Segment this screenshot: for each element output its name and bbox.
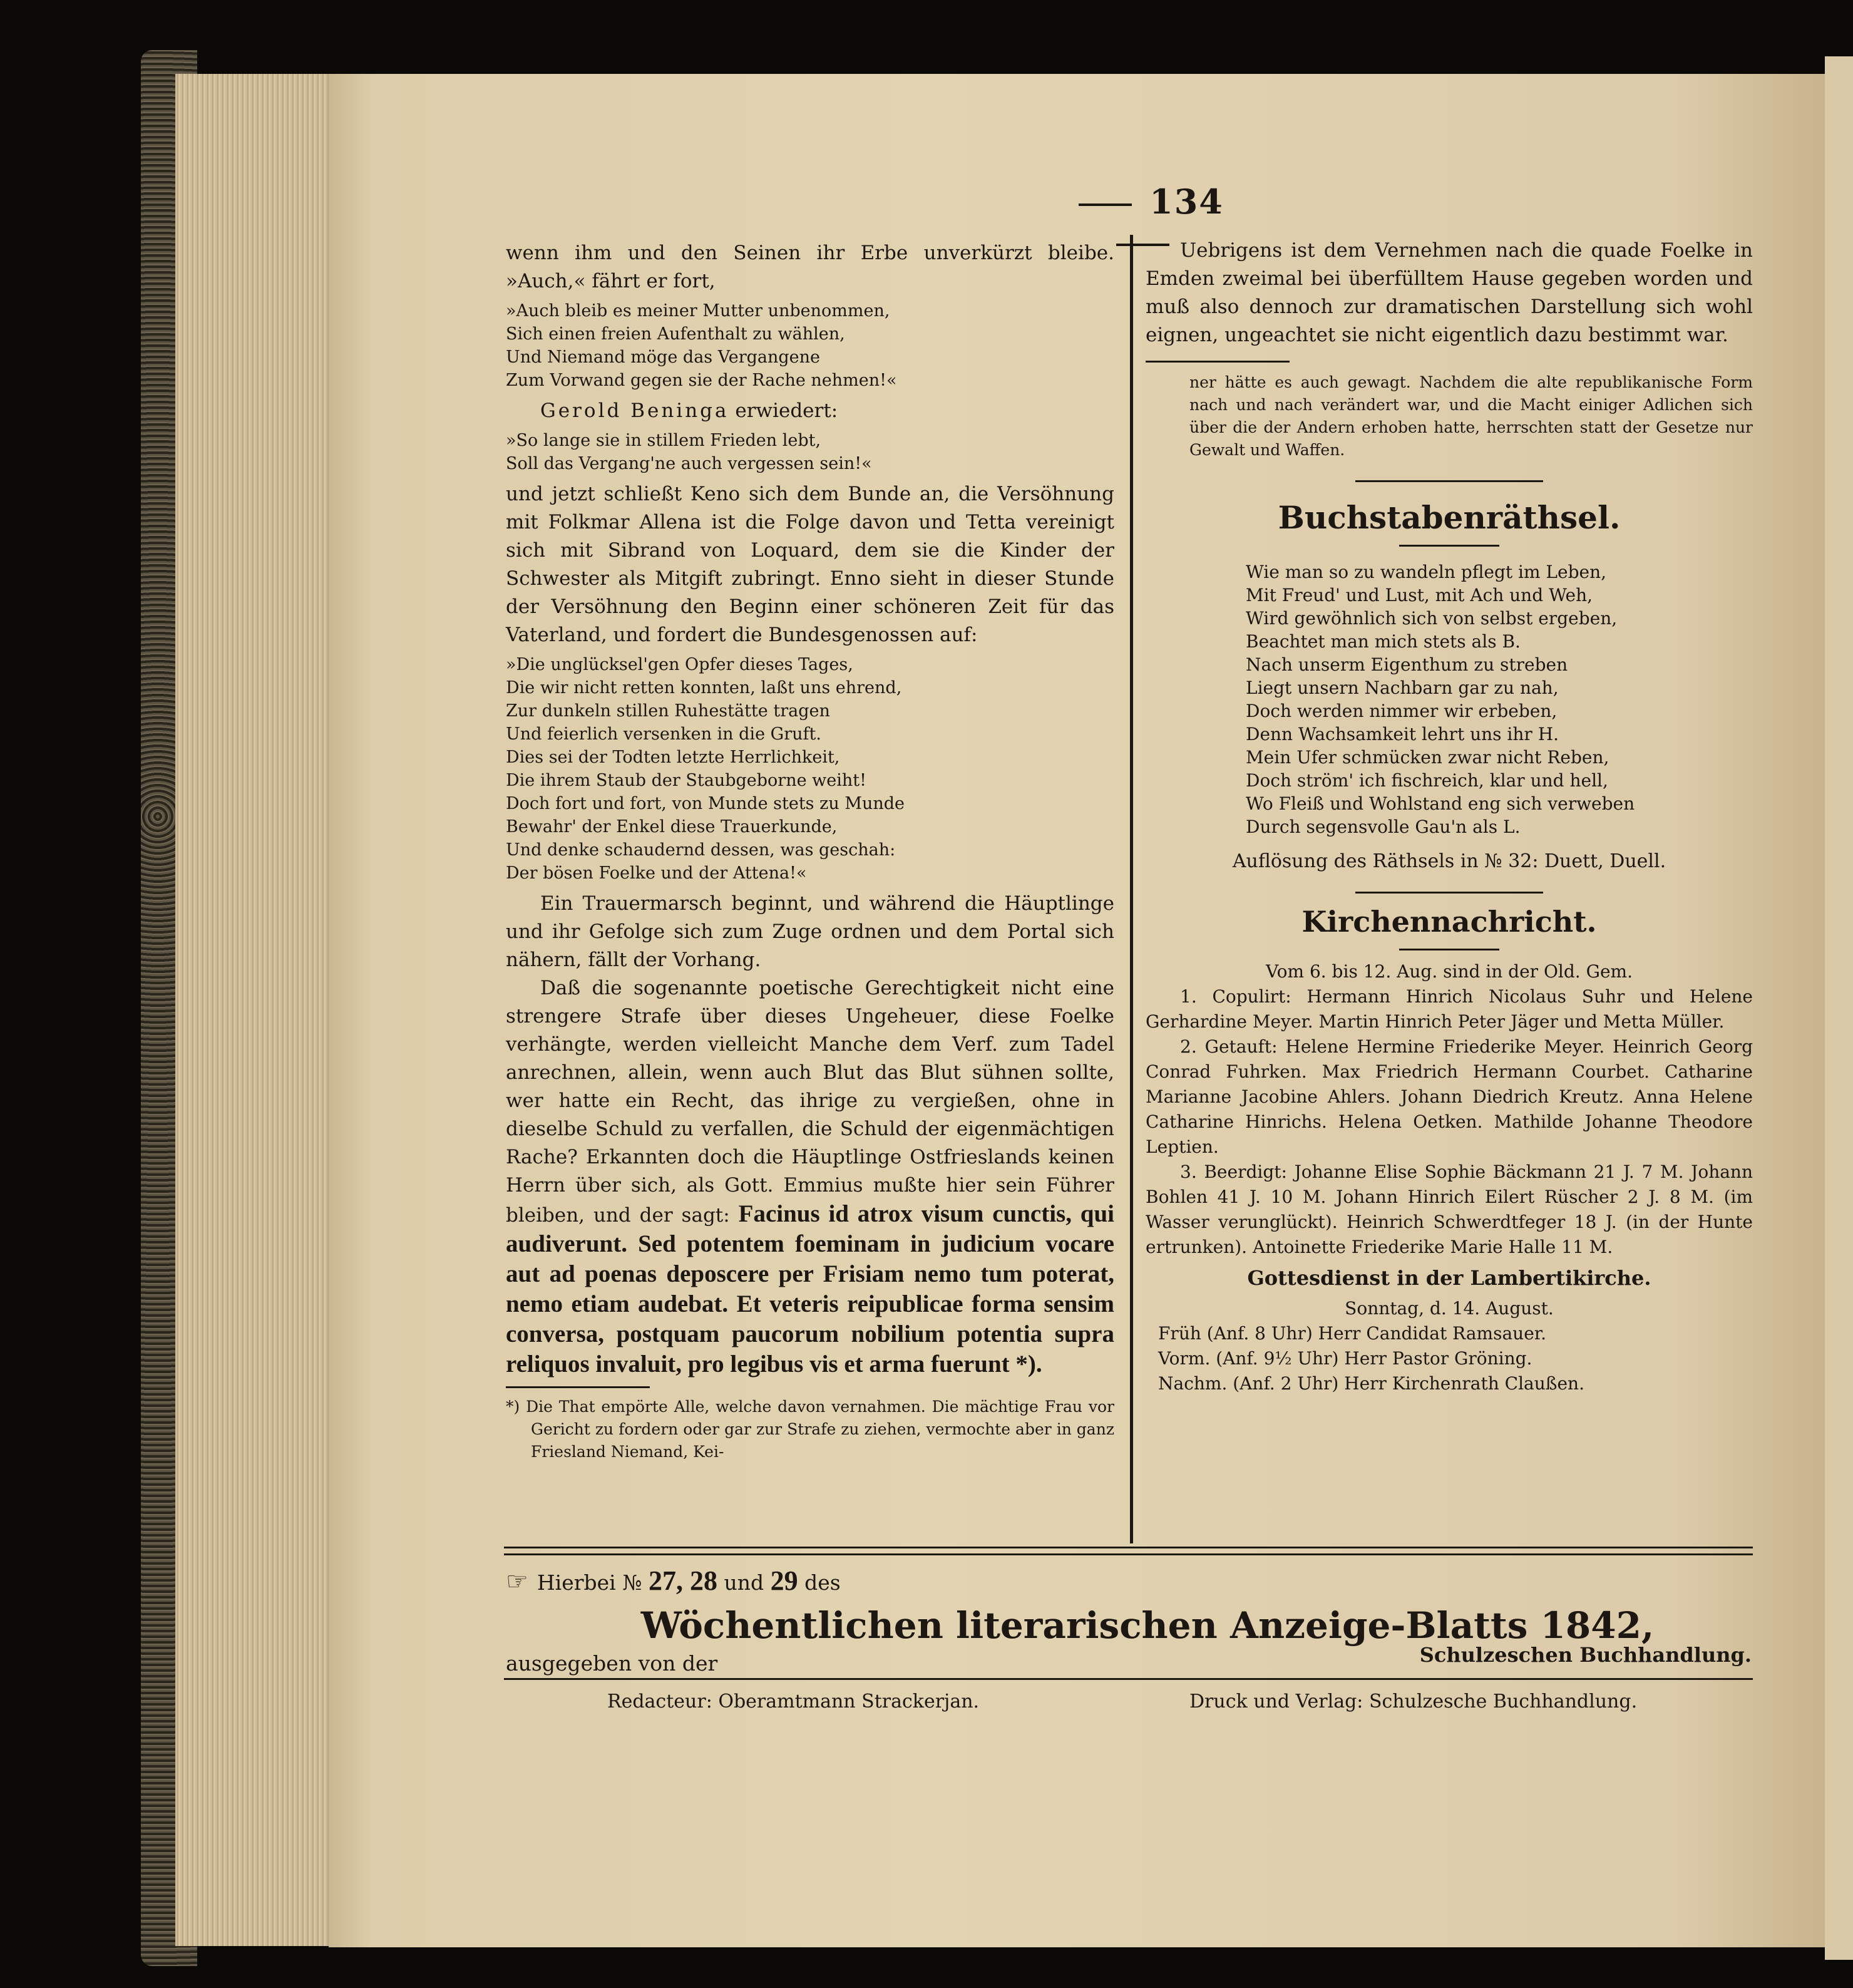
paragraph-trauermarsch: Ein Trauermarsch beginnt, und während die Häuptlinge und ihr Gefolge sich zum Zuge ordnen und dem Portal sich nähern, fällt der Vorhang. (506, 892, 1114, 971)
issue-number-29: 29 (770, 1565, 798, 1596)
imprint-rule (504, 1678, 1753, 1680)
riddle-verse (1246, 560, 1753, 838)
footnote-rule (1146, 361, 1290, 363)
notice-hierbei: Hierbei (536, 1570, 616, 1595)
verse-line: Wie man so zu wandeln pflegt im Leben, (1246, 562, 1607, 582)
verse-line: Der bösen Foelke und der Attena!« (506, 863, 807, 883)
gerold-rest: erwiedert: (735, 399, 838, 422)
verse-line: Beachtet man mich stets als B. (1246, 631, 1521, 652)
riddle-solution: Auflösung des Räthsels in № 32: Duett, Duell. (1232, 850, 1666, 872)
footnote: *) Die That empörte Alle, welche davon vernahmen. Die mächtige Frau vor Gericht zu fordern oder gar zur Strafe zu ziehen, vermochte aber in ganz Friesland Niemand, Kei- (506, 1398, 1114, 1461)
service-date: Sonntag, d. 14. August. (1345, 1298, 1554, 1319)
verse-line: Und denke schaudernd dessen, was geschah: (506, 840, 896, 860)
verse-line: Durch segensvolle Gau'n als L. (1246, 816, 1521, 837)
facing-page-edge (1825, 56, 1853, 1960)
verse-mother (506, 299, 1114, 392)
church-news-title: Kirchennachricht. (1301, 905, 1597, 939)
verse-line: Nach unserm Eigenthum zu streben (1246, 654, 1568, 675)
verse-victims (506, 653, 1114, 885)
verse-line: Zur dunkeln stillen Ruhestätte tragen (506, 701, 830, 721)
verse-line: »So lange sie in stillem Frieden lebt, (506, 431, 821, 450)
notice-line (506, 1643, 1752, 1679)
riddle-title: Buchstabenräthsel. (1278, 499, 1621, 536)
gerechtigkeit-text: Daß die sogenannte poetische Gerechtigkeit nicht eine strengere Strafe über dieses Ungeheuer, diese Foelke verhängte, werden vielleicht Manche dem Verf. zum Tadel anrechnen, allein, wenn auch Blut das Blut sühnen sollte, wer hatte ein Recht, das ihrige zu vergießen, ohne in dieselbe Schuld zu verfallen, die Schuld der eigenmächtigen Rache? Erkannten doch die Häuptlinge Ostfrieslands keinen Herrn über sich, als Gott. Emmius mußte hier sein Führer bleiben, und der sagt: (506, 977, 1114, 1227)
church-item-marriages: 1. Copulirt: Hermann Hinrich Nicolaus Suhr und Helene Gerhardine Meyer. Martin Hinrich Peter Jäger und Metta Müller. (1146, 986, 1753, 1032)
paragraph-gerechtigkeit (506, 974, 1114, 1380)
paragraph-keno: und jetzt schließt Keno sich dem Bunde an, die Versöhnung mit Folkmar Allena ist die Folge davon und Tetta vereinigt sich mit Sibrand von Loquard, dem sie die Kinder der Schwester als Mitgift zubringt. Enno sieht in dieser Stunde der Versöhnung den Beginn einer schöneren Zeit für das Vaterland, und fordert die Bundesgenossen auf: (506, 483, 1114, 646)
verse-line: Doch werden nimmer wir erbeben, (1246, 701, 1558, 721)
page-edges (175, 74, 330, 1946)
service-entry: Früh (Anf. 8 Uhr) Herr Candidat Ramsauer. (1158, 1323, 1546, 1344)
publisher-name: Schulzeschen Buchhandlung. (1419, 1643, 1752, 1667)
service-entry: Nachm. (Anf. 2 Uhr) Herr Kirchenrath Claußen. (1158, 1373, 1584, 1394)
notice-des: des (804, 1570, 841, 1595)
footnote-rule (506, 1386, 650, 1388)
church-item-baptisms: 2. Getauft: Helene Hermine Friederike Meyer. Heinrich Georg Conrad Fuhrken. Max Friedrich Hermann Courbet. Catharine Marianne Jacobine Ahlers. Johann Diedrich Kreutz. Anna Helene Catharine Hinrichs. Helena Oetken. Mathilde Johanne Theodore Leptien. (1146, 1036, 1753, 1157)
church-intro: Vom 6. bis 12. Aug. sind in der Old. Gem. (1265, 961, 1633, 982)
supplement-notice (506, 1565, 1752, 1679)
section-separator (504, 1547, 1753, 1555)
verse-line: Doch fort und fort, von Munde stets zu Munde (506, 794, 905, 813)
verse-line: Dies sei der Todten letzte Herrlichkeit, (506, 748, 840, 767)
verse-line: Und feierlich versenken in die Gruft. (506, 724, 821, 744)
page-number: 134 (1024, 182, 1261, 262)
issue-numbers: 27, 28 (648, 1565, 717, 1596)
divider (1399, 949, 1499, 950)
verse-line: Bewahr' der Enkel diese Trauerkunde, (506, 817, 838, 837)
notice-line (506, 1565, 1752, 1603)
supplement-title: Wöchentlichen literarischen Anzeige-Blatts 1842, (640, 1604, 1655, 1647)
verse-line: Die wir nicht retten konnten, laßt uns ehrend, (506, 678, 902, 698)
verse-line: Wird gewöhnlich sich von selbst ergeben, (1246, 608, 1618, 629)
notice-ausgegeben: ausgegeben von der (506, 1651, 718, 1676)
verse-line: »Auch bleib es meiner Mutter unbenommen, (506, 301, 890, 321)
church-item-burials: 3. Beerdigt: Johanne Elise Sophie Bäckmann 21 J. 7 M. Johann Bohlen 41 J. 10 M. Johann Hinrich Eilert Rüscher 2 J. 8 M. (im Wasser verunglückt). Heinrich Schwerdtfeger 18 J. (in der Hunte ertrunken). Antoinette Friederike Marie Halle 11 M. (1146, 1161, 1753, 1257)
verse-line: Mit Freud' und Lust, mit Ach und Weh, (1246, 585, 1593, 605)
name-gerold: Gerold Beninga (540, 399, 729, 422)
service-list (1158, 1321, 1753, 1396)
divider (1355, 892, 1543, 894)
numero-sign: № (622, 1570, 642, 1595)
paragraph-foelke: Uebrigens ist dem Vernehmen nach die quade Foelke in Emden zweimal bei überfülltem Hause gegeben worden und muß also dennoch zur dramatischen Darstellung sich wohl eignen, ungeachtet sie nicht eigentlich dazu bestimmt war. (1146, 239, 1753, 346)
verse-line: Mein Ufer schmücken zwar nicht Reben, (1246, 747, 1609, 768)
pointing-hand-icon: ☞ (506, 1567, 528, 1596)
verse-line: Denn Wachsamkeit lehrt uns ihr H. (1246, 724, 1559, 744)
verse-line: Soll das Vergang'ne auch vergessen sein!« (506, 454, 872, 473)
verse-line: Doch ström' ich fischreich, klar und hell, (1246, 770, 1608, 791)
paragraph-gerold (506, 397, 1114, 425)
notice-und: und (724, 1570, 764, 1595)
verse-line: Sich einen freien Aufenthalt zu wählen, (506, 324, 845, 344)
verse-line: Die ihrem Staub der Staubgeborne weiht! (506, 771, 866, 790)
verse-line: Zum Vorwand gegen sie der Rache nehmen!« (506, 371, 897, 390)
right-column (1146, 237, 1753, 1396)
divider (1399, 545, 1499, 547)
footnote-continued: ner hätte es auch gewagt. Nachdem die alte republikanische Form nach und nach verändert war, und die Macht einiger Adlichen sich über die der Andern erhoben hatte, herrschten statt der Gesetze nur Gewalt und Waffen. (1189, 373, 1753, 459)
verse-line: »Die unglücksel'gen Opfer dieses Tages, (506, 655, 853, 674)
service-title: Gottesdienst in der Lambertikirche. (1247, 1266, 1651, 1290)
verse-line: Liegt unsern Nachbarn gar zu nah, (1246, 677, 1559, 698)
verse-line: Wo Fleiß und Wohlstand eng sich verweben (1246, 793, 1635, 814)
paragraph-intro: wenn ihm und den Seinen ihr Erbe unverkürzt bleibe. »Auch,« fährt er fort, (506, 242, 1114, 292)
divider (1355, 480, 1543, 482)
verse-peace (506, 429, 1114, 475)
left-column (506, 239, 1114, 1463)
latin-quote: Facinus id atrox visum cunctis, qui audiverunt. Sed potentem foeminam in judicium vocare aut ad poenas deposcere per Frisiam nemo tum poterat, nemo etiam audebat. Et veteris reipublicae forma sensim conversa, postquam paucorum nobilium potentia supra reliquos invaluit, pro legibus vis et arma fuerunt *). (506, 1200, 1114, 1378)
verse-line: Und Niemand möge das Vergangene (506, 348, 821, 367)
service-entry: Vorm. (Anf. 9½ Uhr) Herr Pastor Gröning. (1158, 1348, 1532, 1369)
imprint-printer: Druck und Verlag: Schulzesche Buchhandlung. (1189, 1691, 1638, 1712)
imprint-editor: Redacteur: Oberamtmann Strackerjan. (607, 1691, 980, 1712)
column-divider (1130, 235, 1133, 1543)
